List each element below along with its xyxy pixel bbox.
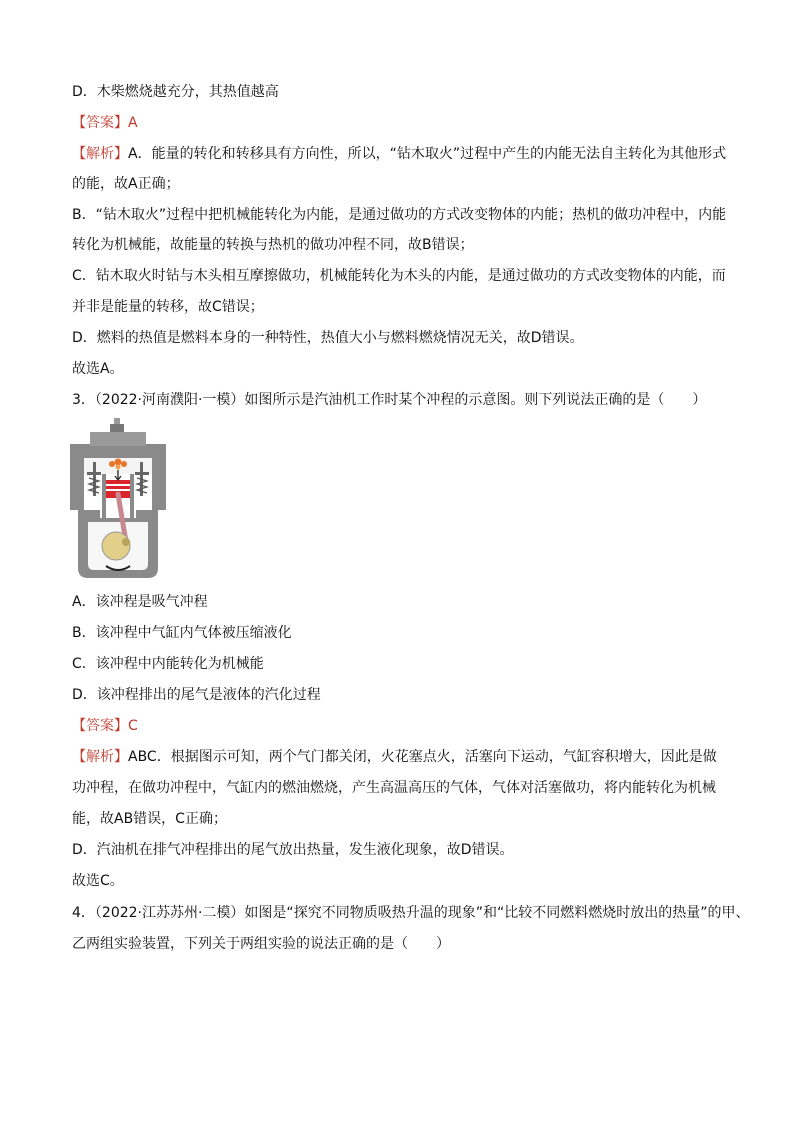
q3-conclusion: 故选C。 <box>72 873 124 889</box>
cylinder-liner-left <box>102 474 106 518</box>
q2-answer <box>72 113 138 133</box>
cylinder-wall-right <box>152 470 166 510</box>
q3-analysis-line-1 <box>72 747 717 767</box>
crankshaft <box>102 532 130 560</box>
q2-analysis-text-1: A．能量的转化和转移具有方向性，所以，“钻木取火”过程中产生的内能无法自主转化为其他形式 <box>128 146 727 162</box>
q3-option-a: A．该冲程是吸气冲程 <box>72 594 208 610</box>
q3-stem: 3．（2022·河南濮阳·一模）如图所示是汽油机工作时某个冲程的示意图。则下列说法正确的是（ ） <box>72 392 707 408</box>
head-cover <box>90 432 146 446</box>
q2-answer-label: 【答案】 <box>72 115 128 131</box>
cylinder-liner-right <box>130 474 134 518</box>
q3-analysis-label: 【解析】 <box>72 749 128 765</box>
q3-analysis-line-4: D．汽油机在排气冲程排出的尾气放出热量，发生液化现象，故D错误。 <box>72 842 514 858</box>
piston-ring-2 <box>106 489 130 491</box>
q2-option-d: D．木柴燃烧越充分，其热值越高 <box>72 84 279 100</box>
q3-analysis-text-1: ABC．根据图示可知，两个气门都关闭，火花塞点火，活塞向下运动，气缸容积增大，因此是做 <box>128 749 717 765</box>
q2-analysis-line-4: 转化为机械能，故能量的转换与热机的做功冲程不同，故B错误； <box>72 237 474 253</box>
q3-answer-label: 【答案】 <box>72 718 128 734</box>
q2-analysis-line-2: 的能，故A正确； <box>72 176 180 192</box>
engine-diagram <box>66 418 170 586</box>
q3-option-d: D．该冲程排出的尾气是液体的汽化过程 <box>72 687 321 703</box>
q2-analysis-line-5: C．钻木取火时钻与木头相互摩擦做功，机械能转化为木头的内能，是通过做功的方式改变物体的内能，而 <box>72 268 726 284</box>
spark-plug-body <box>110 424 124 432</box>
q3-analysis-line-3: 能，故AB错误，C正确； <box>72 811 227 827</box>
q3-option-c: C．该冲程中内能转化为机械能 <box>72 656 264 672</box>
q2-analysis-line-3: B．“钻木取火”过程中把机械能转化为内能，是通过做功的方式改变物体的内能；热机的做功冲程中，内能 <box>72 207 727 223</box>
q3-answer <box>72 716 138 736</box>
q4-stem-line-1: 4．（2022·江苏苏州·二模）如图是“探究不同物质吸热升温的现象”和“比较不同燃料燃烧时放出的热量”的甲、 <box>72 905 750 921</box>
q3-analysis-line-2: 功冲程，在做功冲程中，气缸内的燃油燃烧，产生高温高压的气体，气体对活塞做功，将内能转化为机械 <box>72 780 716 796</box>
q3-answer-value: C <box>128 718 138 734</box>
q2-analysis-line-1 <box>72 144 726 164</box>
q2-conclusion: 故选A。 <box>72 361 124 377</box>
q2-analysis-line-7: D．燃料的热值是燃料本身的一种特性，热值大小与燃料燃烧情况无关，故D错误。 <box>72 330 584 346</box>
q4-stem-line-2: 乙两组实验装置，下列关于两组实验的说法正确的是（ ） <box>72 936 450 952</box>
piston-ring-1 <box>106 484 130 486</box>
q3-option-b: B．该冲程中气缸内气体被压缩液化 <box>72 625 292 641</box>
cylinder-wall-left <box>70 470 84 510</box>
crank-pin <box>122 538 130 546</box>
q2-analysis-label: 【解析】 <box>72 146 128 162</box>
q2-answer-value: A <box>128 115 138 131</box>
spark-plug-tip <box>114 418 120 424</box>
q2-analysis-line-6: 并非是能量的转移，故C错误； <box>72 299 264 315</box>
